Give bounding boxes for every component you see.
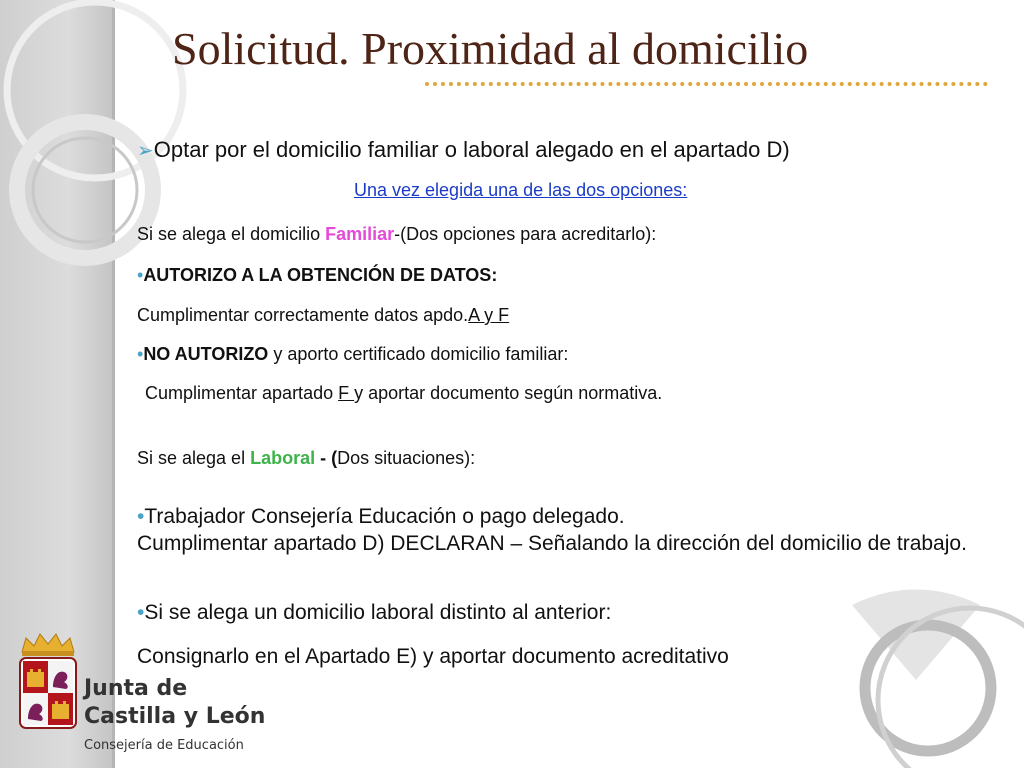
familiar-option1-detail (137, 305, 509, 326)
familiar-suffix: -(Dos opciones para acreditarlo): (394, 224, 657, 244)
familiar-prefix: Si se alega el domicilio (137, 224, 326, 244)
laboral-suffix-bold: - ( (315, 448, 338, 468)
option1-heading: AUTORIZO A LA OBTENCIÓN DE DATOS: (143, 265, 498, 285)
bullet-icon: • (137, 265, 144, 285)
laboral-keyword: Laboral (250, 448, 316, 468)
option2-heading: NO AUTORIZO (143, 344, 269, 364)
laboral-item1-title: Trabajador Consejería Educación o pago delegado. (144, 505, 625, 528)
options-link[interactable]: Una vez elegida una de las dos opciones: (354, 180, 688, 200)
title-underline-rule (425, 82, 988, 86)
bullet-icon: • (137, 505, 145, 528)
deco-ring-inner (33, 138, 137, 242)
bullet-icon: • (137, 344, 144, 364)
coat-of-arms-logo (16, 632, 80, 732)
option2-detail-ref: F (338, 383, 355, 403)
laboral-item2-title: Si se alega un domicilio laboral distinto al anterior: (144, 601, 612, 624)
laboral-item1-detail: Cumplimentar apartado D) DECLARAN – Señalando la dirección del domicilio de trabajo. (137, 532, 967, 555)
laboral-prefix: Si se alega el (137, 448, 251, 468)
familiar-option2 (137, 344, 568, 365)
intro-line (137, 137, 790, 163)
laboral-suffix: Dos situaciones): (337, 448, 476, 468)
logo-line1: Junta de (84, 676, 188, 701)
laboral-item2 (137, 601, 611, 625)
familiar-option1 (137, 265, 497, 286)
logo-line3: Consejería de Educación (84, 738, 244, 753)
arrow-bullet-icon: ➢ (137, 140, 154, 162)
option2-rest: y aporto certificado domicilio familiar: (268, 344, 569, 364)
familiar-option2-detail (145, 383, 662, 404)
option2-detail-suffix: y aportar documento según normativa. (354, 383, 663, 403)
laboral-item1 (137, 505, 625, 529)
deco-ring-medium (17, 122, 153, 258)
option2-detail-prefix: Cumplimentar apartado (145, 383, 339, 403)
bullet-icon: • (137, 601, 145, 624)
familiar-keyword: Familiar (325, 224, 395, 244)
option1-detail-text: Cumplimentar correctamente datos apdo. (137, 305, 469, 325)
page-title: Solicitud. Proximidad al domicilio (172, 23, 809, 74)
logo-line2: Castilla y León (84, 704, 266, 729)
laboral-item2-detail: Consignarlo en el Apartado E) y aportar documento acreditativo (137, 645, 729, 668)
laboral-intro (137, 448, 475, 469)
familiar-intro (137, 224, 656, 245)
option1-detail-ref: A y F (468, 305, 510, 325)
intro-text: Optar por el domicilio familiar o laboral alegado en el apartado D) (153, 137, 790, 162)
